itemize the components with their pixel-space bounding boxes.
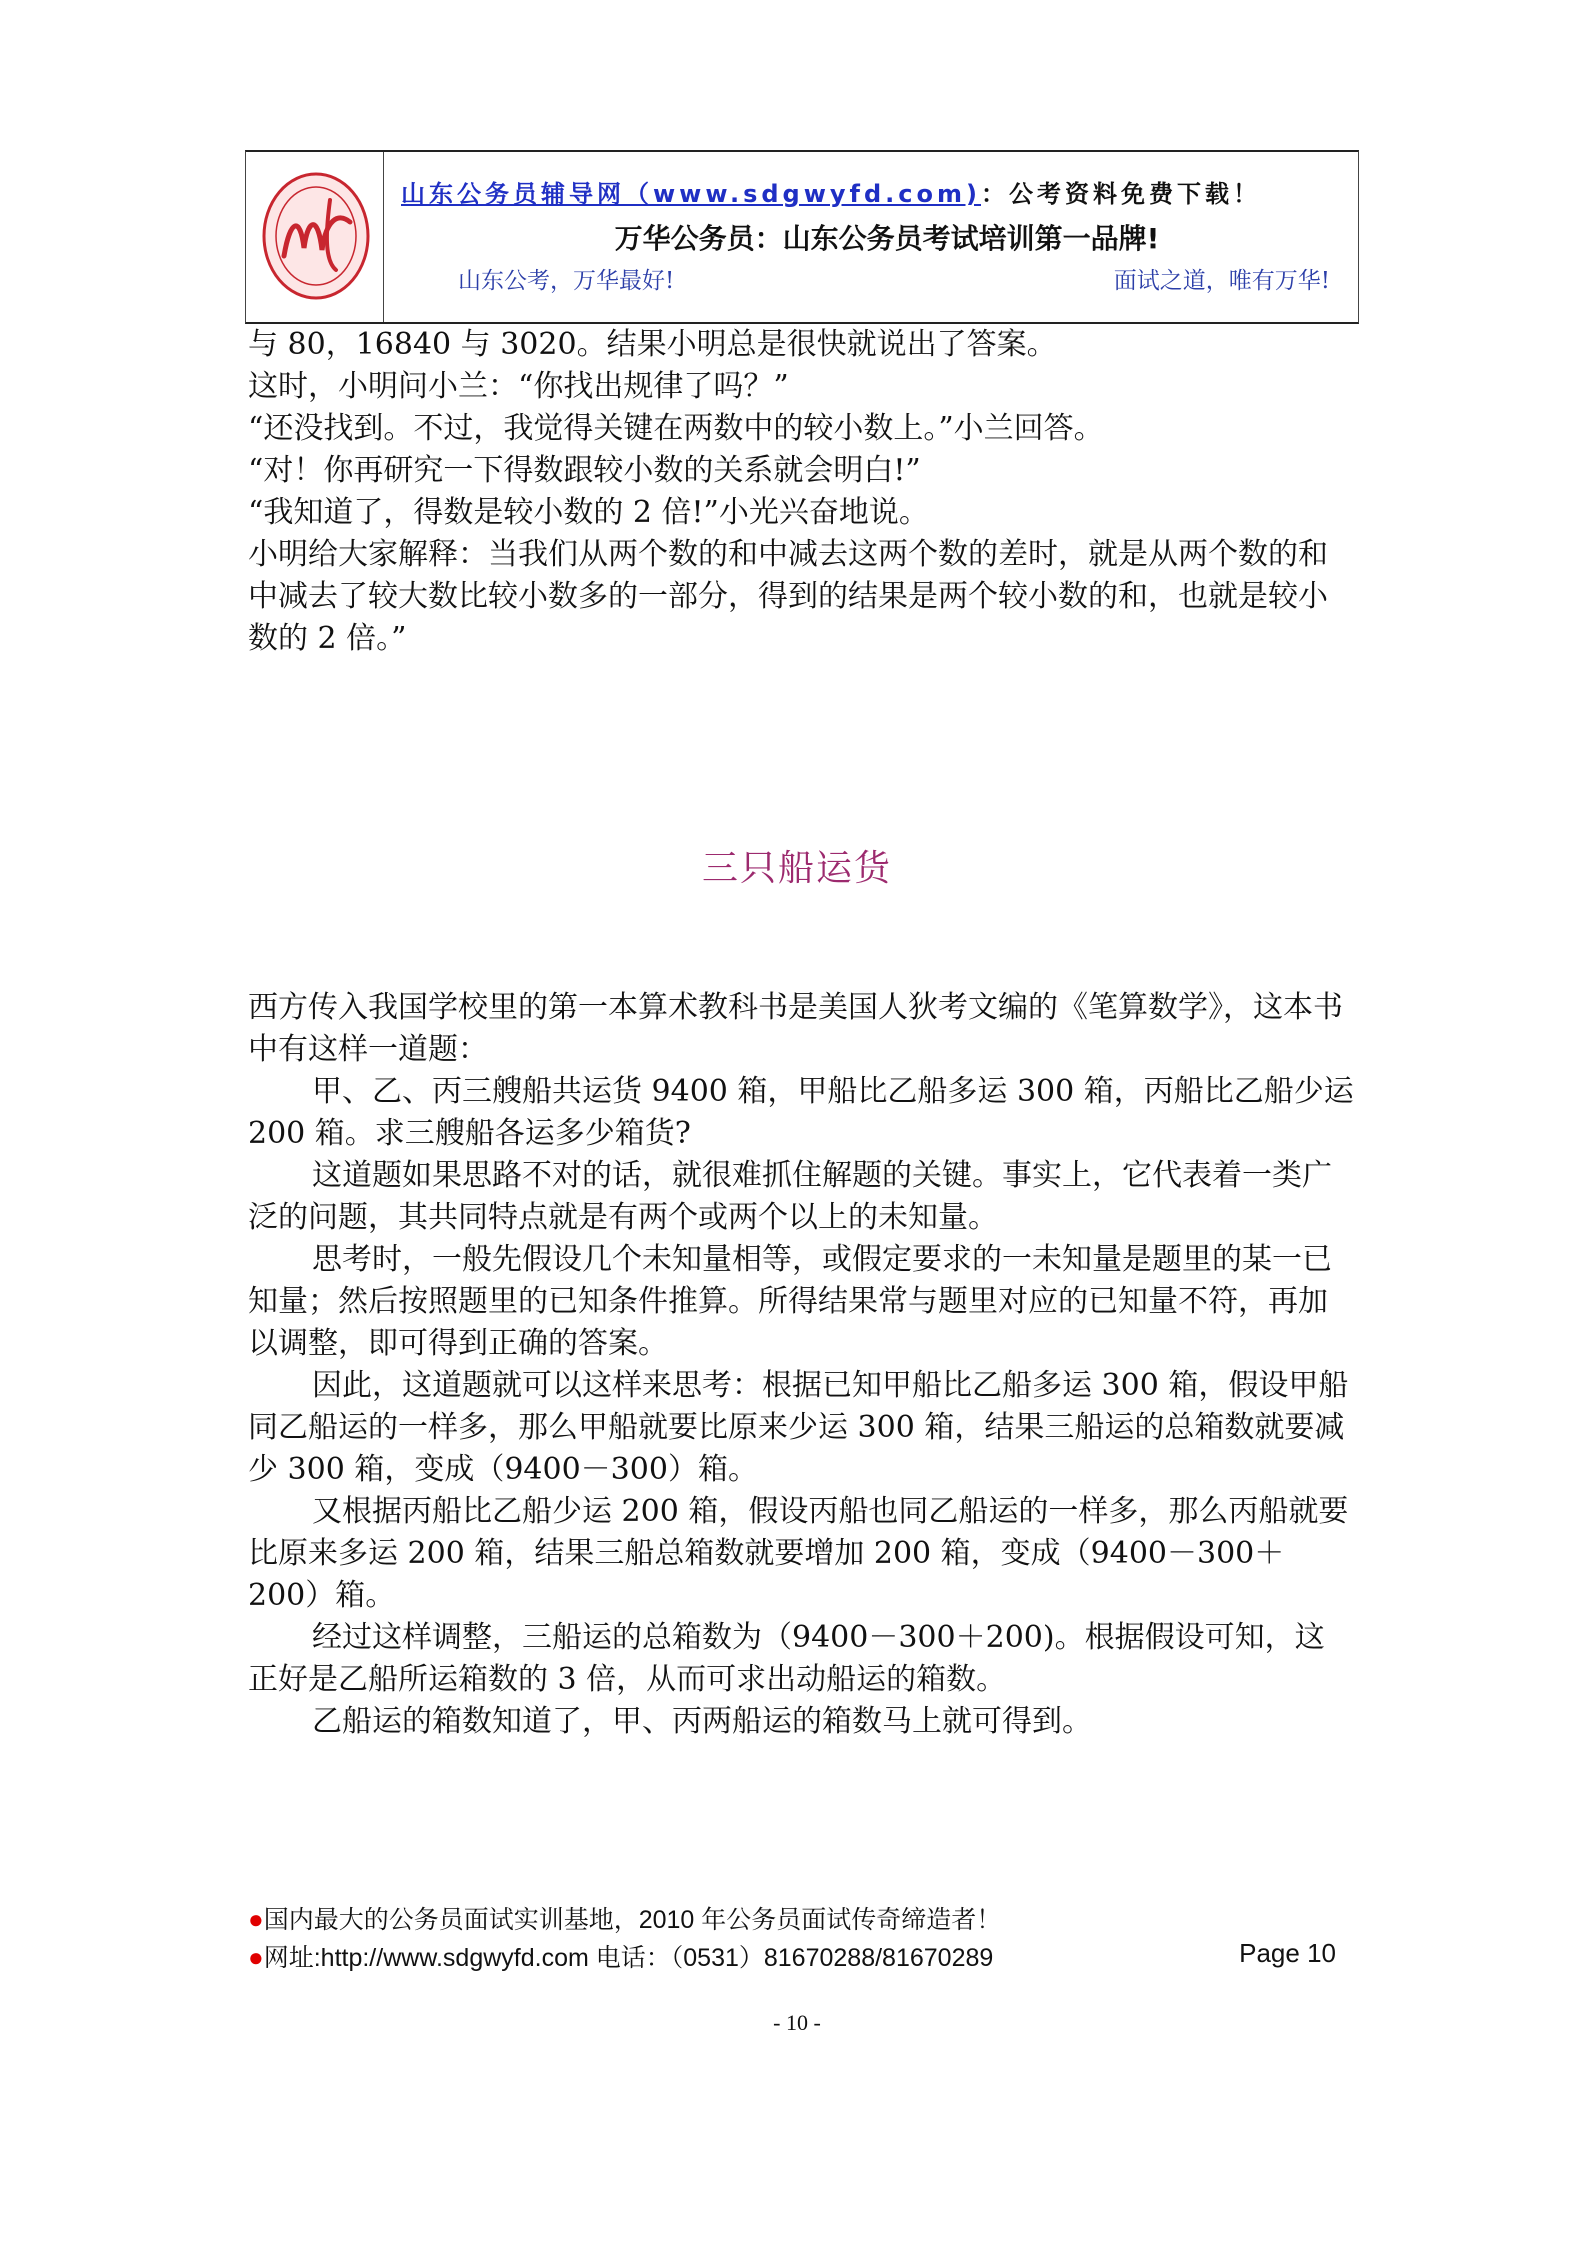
footer-text-1: 国内最大的公务员面试实训基地，2010 年公务员面试传奇缔造者！ <box>263 1906 1002 1934</box>
bullet-icon: ● <box>248 1904 264 1934</box>
footer-line-2 <box>248 1938 1338 1974</box>
paragraph: 这道题如果思路不对的话，就很难抓住解题的关键。事实上，它代表着一类广泛的问题，其共同特点就是有两个或两个以上的未知量。 <box>248 1158 1332 1235</box>
paragraph: “对！你再研究一下得数跟较小数的关系就会明白!” <box>248 453 921 488</box>
section-title: 三只船运货 <box>701 848 892 889</box>
top-text <box>248 324 1354 660</box>
paragraph: 思考时，一般先假设几个未知量相等，或假定要求的一未知量是题里的某一已知量；然后按照题里的已知条件推算。所得结果常与题里对应的已知量不符，再加以调整，即可得到正确的答案。 <box>248 1242 1332 1361</box>
paragraph: 经过这样调整，三船运的总箱数为（9400－300＋200)。根据假设可知，这正好是乙船所运箱数的 3 倍，从而可求出动船运的箱数。 <box>248 1620 1325 1697</box>
footer-line-1 <box>248 1900 1338 1936</box>
paragraph: 这时，小明问小兰：“你找出规律了吗？” <box>248 369 789 404</box>
page-label: Page 10 <box>1239 1938 1336 1968</box>
section-text <box>248 987 1354 1743</box>
bottom-page-number: - 10 - <box>773 2010 821 2035</box>
paragraph: 小明给大家解释：当我们从两个数的和中减去这两个数的差时，就是从两个数的和中减去了较大数比较小数多的一部分，得到的结果是两个较小数的和，也就是较小数的 2 倍。” <box>248 537 1328 656</box>
header-sub-right: 面试之道，唯有万华! <box>1113 268 1330 294</box>
header-site-line <box>401 174 1278 208</box>
paragraph: “我知道了，得数是较小数的 2 倍!”小光兴奋地说。 <box>248 495 929 530</box>
paragraph: 乙船运的箱数知道了，甲、丙两船运的箱数马上就可得到。 <box>312 1704 1092 1739</box>
paragraph: “还没找到。不过，我觉得关键在两数中的较小数上。”小兰回答。 <box>248 411 1104 446</box>
paragraph: 与 80，16840 与 3020。结果小明总是很快就说出了答案。 <box>248 327 1057 362</box>
bullet-icon: ● <box>248 1942 264 1972</box>
site-suffix: ：公考资料免费下载！ <box>981 180 1261 208</box>
paragraph: 西方传入我国学校里的第一本算术教科书是美国人狄考文编的《笔算数学》，这本书中有这样一道题： <box>248 990 1343 1067</box>
footer-text-2: 网址:http://www.sdgwyfd.com 电话：（0531）81670288/81670289 <box>263 1944 994 1972</box>
paragraph: 因此，这道题就可以这样来思考：根据已知甲船比乙船多运 300 箱，假设甲船同乙船运的一样多，那么甲船就要比原来少运 300 箱，结果三船运的总箱数就要减少 300 箱，变成（9400－300）箱。 <box>248 1368 1349 1487</box>
paragraph: 甲、乙、丙三艘船共运货 9400 箱，甲船比乙船多运 300 箱，丙船比乙船少运 200 箱。求三艘船各运多少箱货? <box>248 1074 1354 1151</box>
page-header <box>245 150 1359 324</box>
paragraph: 又根据丙船比乙船少运 200 箱，假设丙船也同乙船运的一样多，那么丙船就要比原来多运 200 箱，结果三船总箱数就要增加 200 箱，变成（9400－300＋200）箱。 <box>248 1494 1349 1613</box>
header-slogan: 万华公务员：山东公务员考试培训第一品牌! <box>614 222 1160 255</box>
header-divider <box>383 152 384 322</box>
header-sub-left: 山东公考，万华最好! <box>458 268 675 294</box>
wanhua-logo-icon <box>260 160 372 312</box>
site-link[interactable]: 山东公务员辅导网（www.sdgwyfd.com) <box>401 180 981 208</box>
